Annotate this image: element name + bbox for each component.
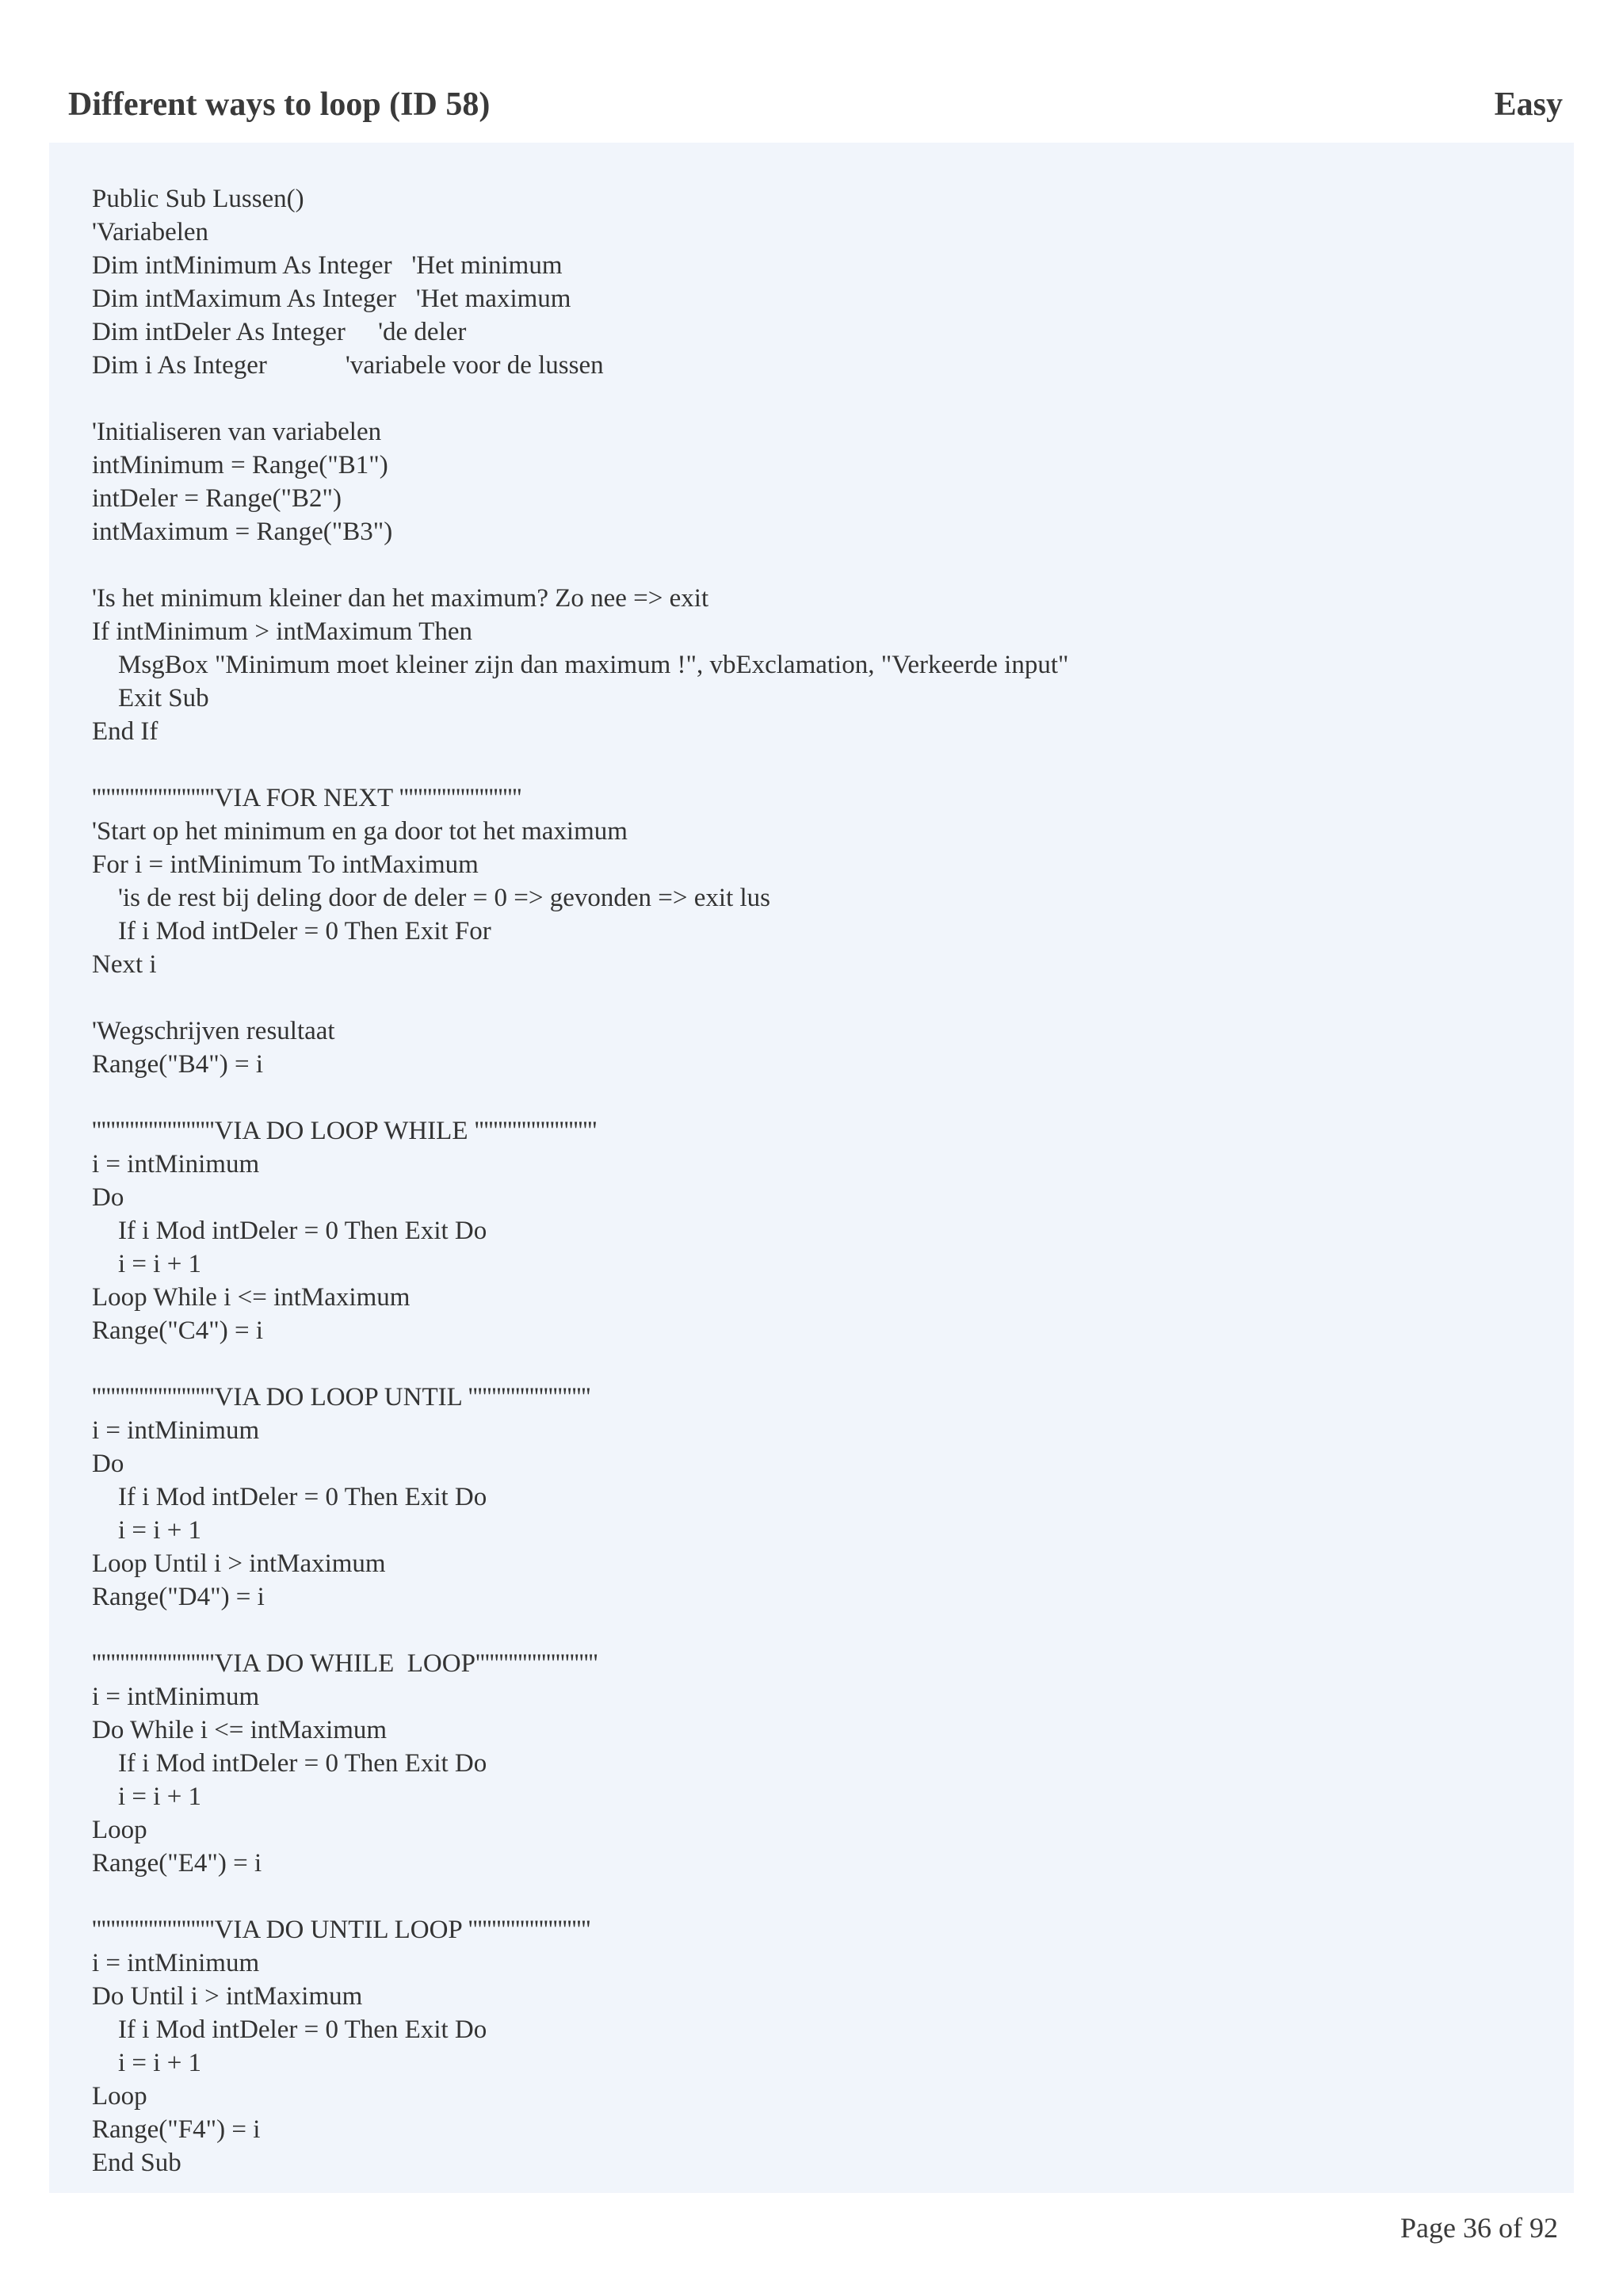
code-line bbox=[92, 1347, 1542, 1381]
code-line: End Sub bbox=[92, 2149, 181, 2177]
code-line: Range("B4") = i bbox=[92, 1050, 264, 1079]
code-line: 'Variabelen bbox=[92, 218, 209, 246]
code-line: i = i + 1 bbox=[92, 1516, 202, 1545]
code-line: Range("C4") = i bbox=[92, 1316, 264, 1345]
code-line: 'is de rest bij deling door de deler = 0 => gevonden => exit lus bbox=[92, 884, 771, 912]
code-line: i = intMinimum bbox=[92, 1150, 260, 1179]
code-line bbox=[92, 1081, 1542, 1114]
code-line: Dim intDeler As Integer 'de deler bbox=[92, 318, 467, 346]
code-line: Public Sub Lussen() bbox=[92, 185, 304, 213]
difficulty-label: Easy bbox=[1494, 86, 1563, 123]
page-title: Different ways to loop (ID 58) bbox=[68, 86, 491, 123]
code-line: Loop While i <= intMaximum bbox=[92, 1283, 411, 1312]
code-line: i = intMinimum bbox=[92, 1683, 260, 1711]
code-line: i = i + 1 bbox=[92, 1250, 202, 1278]
code-line: Do Until i > intMaximum bbox=[92, 1982, 363, 2011]
code-line: Do bbox=[92, 1450, 124, 1478]
code-line: ''''''''''''''''''''''''''VIA FOR NEXT '''''''''''''''''''''''''' bbox=[92, 784, 522, 812]
code-line: Dim intMinimum As Integer 'Het minimum bbox=[92, 251, 563, 280]
page-header bbox=[68, 86, 1563, 136]
code-line: i = i + 1 bbox=[92, 2049, 202, 2077]
code-line bbox=[92, 382, 1542, 415]
code-line: If i Mod intDeler = 0 Then Exit For bbox=[92, 917, 491, 946]
code-line: Do While i <= intMaximum bbox=[92, 1716, 388, 1744]
code-line bbox=[92, 981, 1542, 1014]
code-line: ''''''''''''''''''''''''''VIA DO UNTIL LOOP '''''''''''''''''''''''''' bbox=[92, 1916, 591, 1944]
code-line bbox=[92, 548, 1542, 582]
code-line: If i Mod intDeler = 0 Then Exit Do bbox=[92, 2015, 487, 2044]
code-line: Range("F4") = i bbox=[92, 2115, 261, 2144]
code-line: i = intMinimum bbox=[92, 1416, 260, 1445]
code-line: Dim i As Integer 'variabele voor de lussen bbox=[92, 351, 604, 380]
code-line bbox=[92, 1614, 1542, 1647]
code-line: 'Wegschrijven resultaat bbox=[92, 1017, 335, 1045]
code-line: If i Mod intDeler = 0 Then Exit Do bbox=[92, 1217, 487, 1245]
code-line: 'Start op het minimum en ga door tot het maximum bbox=[92, 817, 628, 846]
code-line: intMinimum = Range("B1") bbox=[92, 451, 388, 479]
code-line: 'Initialiseren van variabelen bbox=[92, 418, 382, 446]
code-line: ''''''''''''''''''''''''''VIA DO LOOP UNTIL '''''''''''''''''''''''''' bbox=[92, 1383, 591, 1412]
code-line: MsgBox "Minimum moet kleiner zijn dan maximum !", vbExclamation, "Verkeerde input" bbox=[92, 651, 1069, 679]
code-line: Range("D4") = i bbox=[92, 1583, 265, 1611]
code-line: i = i + 1 bbox=[92, 1782, 202, 1811]
code-line: 'Is het minimum kleiner dan het maximum? Zo nee => exit bbox=[92, 584, 709, 613]
code-line: For i = intMinimum To intMaximum bbox=[92, 850, 479, 879]
code-line: intDeler = Range("B2") bbox=[92, 484, 342, 513]
code-listing bbox=[92, 182, 1542, 2179]
code-line: Range("E4") = i bbox=[92, 1849, 262, 1878]
code-line: Dim intMaximum As Integer 'Het maximum bbox=[92, 285, 571, 313]
code-line: ''''''''''''''''''''''''''VIA DO WHILE LOOP'''''''''''''''''''''''''' bbox=[92, 1649, 598, 1678]
code-line: If i Mod intDeler = 0 Then Exit Do bbox=[92, 1483, 487, 1511]
code-line: intMaximum = Range("B3") bbox=[92, 518, 393, 546]
code-line: If i Mod intDeler = 0 Then Exit Do bbox=[92, 1749, 487, 1778]
code-line: If intMinimum > intMaximum Then bbox=[92, 617, 472, 646]
code-line: Next i bbox=[92, 950, 157, 979]
code-line: Do bbox=[92, 1183, 124, 1212]
page-number: Page 36 of 92 bbox=[1400, 2212, 1558, 2244]
code-line: ''''''''''''''''''''''''''VIA DO LOOP WHILE '''''''''''''''''''''''''' bbox=[92, 1117, 598, 1145]
code-line: Loop Until i > intMaximum bbox=[92, 1549, 386, 1578]
code-line: Loop bbox=[92, 1816, 147, 1844]
code-block bbox=[49, 143, 1574, 2193]
code-line: Loop bbox=[92, 2082, 147, 2111]
code-line bbox=[92, 748, 1542, 781]
code-line: i = intMinimum bbox=[92, 1949, 260, 1977]
code-line: End If bbox=[92, 717, 158, 746]
code-line: Exit Sub bbox=[92, 684, 209, 712]
code-line bbox=[92, 1880, 1542, 1913]
